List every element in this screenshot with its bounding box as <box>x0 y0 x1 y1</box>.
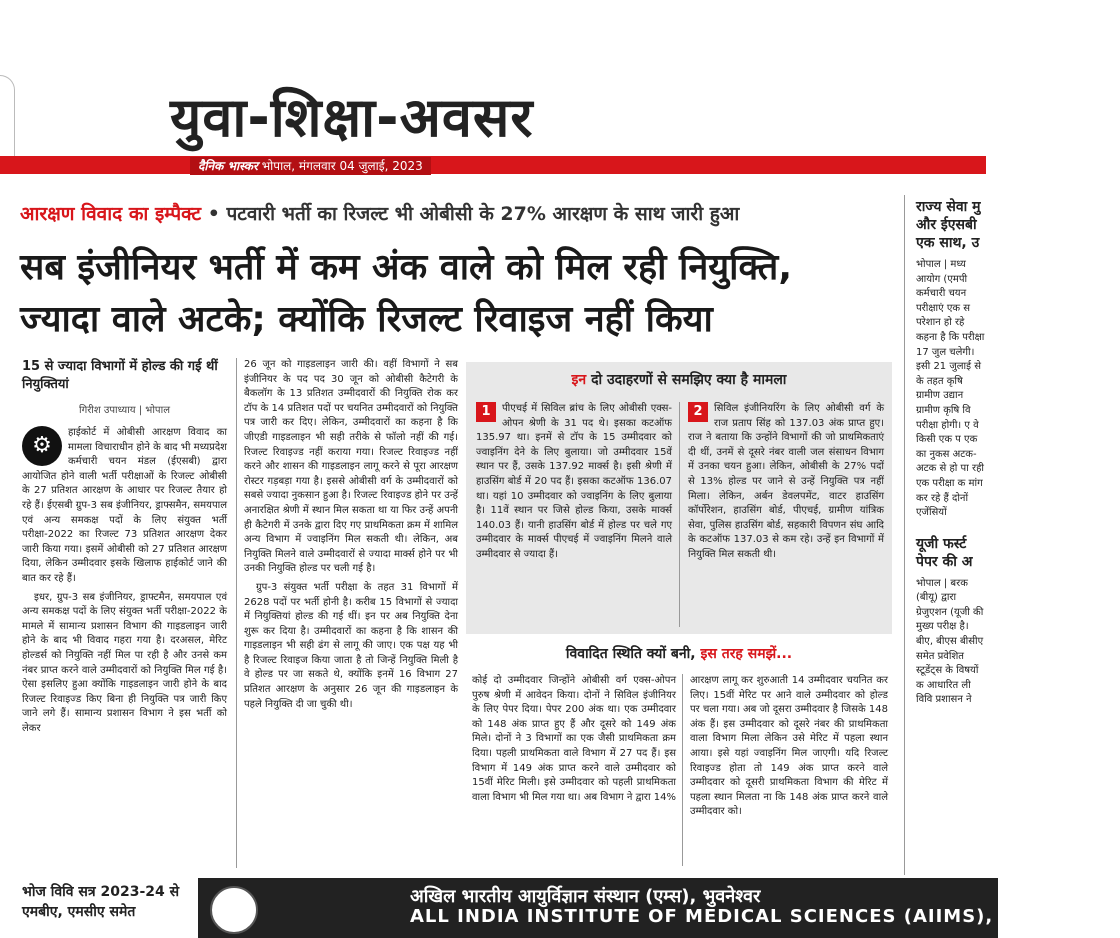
bottom-left-teaser: भोज विवि सत्र 2023-24 से एमबीए, एमसीए समेत <box>22 884 180 920</box>
kicker <box>20 200 739 226</box>
column-divider-1 <box>236 358 237 868</box>
dispute-right-text: आरक्षण लागू कर शुरुआती 14 उम्मीदवार चयनित कर लिए। 15वीं मेरिट पर आने वाले उम्मीदवार को होल्ड पर चला गया। अब जो दूसरा उम्मीदवार है जिसके 148 अंक हैं। इस उम्मीदवार को दूसरे नंबर की प्राथमिकता वाला विभाग मिला लेकिन उसे मेरिट में पहला स्थान आया। इसे यहां ज्वाइनिंग मिल जाएगी। यदि रिजल्ट रिवाइज्ड होता तो 149 अंक प्राप्त करने वाले उम्मीदवार को दूसरी प्राथमिकता विभाग की मेरिट में पहला स्थान मिलता ना कि 148 अंक प्राप्त करने वाले उम्मीदवार को। <box>690 675 888 818</box>
ad-line-hindi: अखिल भारतीय आयुर्विज्ञान संस्थान (एम्स), भुवनेश्वर <box>410 886 761 907</box>
column-1-subhead: 15 से ज्यादा विभागों में होल्ड की गई थीं नियुक्तियां <box>22 359 218 392</box>
examples-box-title <box>466 370 892 389</box>
examples-title-red: इन <box>571 372 587 388</box>
publication-name: दैनिक भास्कर <box>198 159 258 173</box>
headline-line-1: सब इंजीनियर भर्ती में कम अंक वाले को मिल रही नियुक्ति, <box>20 247 792 288</box>
headline-line-2: ज्यादा वाले अटके; क्योंकि रिजल्ट रिवाइज नहीं किया <box>20 299 713 340</box>
head-gears-icon: ⚙ <box>22 426 62 466</box>
example-2 <box>688 402 884 563</box>
section-masthead: युवा-शिक्षा-अवसर <box>170 86 534 149</box>
publication-dateline <box>190 157 431 175</box>
headline <box>20 242 900 346</box>
example-1 <box>476 402 672 563</box>
dispute-left-text: कोई दो उम्मीदवार जिन्होंने ओबीसी वर्ग एक्स-ओपन पुरुष श्रेणी में आवेदन किया। दोनों ने सिविल इंजीनियर के लिए पेपर दिया। पेपर 200 अंक था। एक उम्मीदवार को 148 अंक प्राप्त हुए हैं और दूसरे को 149 अंक मिले। दोनों ने 3 विभागों का एक जैसी प्राथमिकता क्रम दिया। पहली प्राथमिकता वाले विभाग में 27 पद हैं। इस विभाग में 149 अंक प्राप्त करने वाले उम्मीदवार को 15वीं मेरिट मिली। इसे उम्मीदवार को पहली प्राथमिकता वाला विभाग भी मिल गया था। अब विभाग ने द्वारा 14% <box>472 675 677 803</box>
ad-line-english: ALL INDIA INSTITUTE OF MEDICAL SCIENCES (AIIMS), BHUBANES <box>410 906 1120 927</box>
dispute-title-red: इस तरह समझें... <box>700 646 793 662</box>
examples-title-rest: दो उदाहरणों से समझिए क्या है मामला <box>586 372 787 388</box>
dispute-title-black: विवादित स्थिति क्यों बनी, <box>565 646 701 662</box>
column-2-paragraph-2: ग्रुप-3 संयुक्त भर्ती परीक्षा के तहत 31 विभागों में 2628 पदों पर भर्ती होनी है। करीब 15 विभागों से ज्यादा में नियुक्तियां होल्ड की गई थीं। इन पर अब नियुक्ति देना शुरू कर दिया है। उम्मीदवारों का कहना है कि शासन की गाइडलाइन भी सही ढंग से लागू की जाए। एक पक्ष यह भी है रिजल्ट रिवाइज किया जाता है तो जिन्हें नियुक्ति मिली है वे होल्ड पर जा सकते थे, क्योंकि इनमें 16 विभाग 27 प्रतिशत आरक्षण के अनुसार 26 जून की गाइडलाइन के पहले नियुक्ति दी जा चुकी थी। <box>244 581 458 710</box>
masthead-red-bar <box>0 156 986 174</box>
right-story-1-text: भोपाल | मध्य आयोग (एमपी कर्मचारी चयन परीक्षाएं एक स परेशान हो रहे कहना है कि परीक्षा 17 जुल चलेगी। इसी 21 जुलाई से के तहत कृषि ग्रामीण उद्यान ग्रामीण कृषि वि परीक्षा होगी। ए वे किसी एक प एक का नुकस अटक-अटक से हो पा रही एक परीक्षा क मांग कर रहे हैं दोनों एजेंसियों <box>916 259 985 519</box>
column-divider-right <box>904 195 905 875</box>
byline: गिरीश उपाध्याय | भोपाल <box>79 405 170 416</box>
column-1-paragraph-2: इधर, ग्रुप-3 सब इंजीनियर, ड्राफ्टमैन, समयपाल एवं अन्य समकक्ष पदों के लिए संयुक्त भर्ती परीक्षा-2022 के मामले में सामान्य प्रशासन विभाग की गाइडलाइन जारी होने के बाद भी विवाद गहरा गया है। दरअसल, मेरिट होल्डर्स को नियुक्ति नहीं मिल पा रही है और उनसे कम नंबर प्राप्त करने वाले उम्मीदवारों को नियुक्ति मिल गई है। ऐसा इसलिए हुआ क्योंकि गाइडलाइन जारी होने के बाद रिजल्ट रिवाइज्ड किए बिना ही नियुक्ति पत्र जारी किए जाने लगे हैं। सामान्य प्रशासन विभाग ने इस भर्ती को लेकर <box>22 591 227 734</box>
column-2 <box>244 358 458 712</box>
right-column <box>916 198 986 878</box>
examples-box <box>466 362 892 634</box>
example-2-number: 2 <box>688 402 708 422</box>
aiims-logo-icon <box>210 886 258 934</box>
dateline: भोपाल, मंगलवार 04 जुलाई, 2023 <box>261 159 423 173</box>
column-1-paragraph-1 <box>22 426 227 587</box>
dispute-title <box>466 644 892 663</box>
column-2-paragraph-1: 26 जून को गाइडलाइन जारी की। वहीं विभागों ने सब इंजीनियर के पद पद 30 जून को ओबीसी कैटेगरी के बैकलॉग के 13 प्रतिशत उम्मीदवारों की नियुक्ति रोक कर टॉप के 14 प्रतिशत पदों पर चयनित उम्मीदवारों को नियुक्ति पत्र जारी कर दिए। लेकिन, उम्मीदवारों का कहना है कि जीएडी गाइडलाइन भी सही तरीके से फॉलो नहीं की गई। रिजल्ट रिवाइज्ड नहीं कराया गया। रिजल्ट रिवाइज्ड नहीं करने और शासन की गाइडलाइन लागू करने से पूरा आरक्षण रोस्टर गड़बड़ा गया है। इससे ओबीसी वर्ग के उम्मीदवारों को सबसे ज्यादा नुकसान हुआ है। रिजल्ट रिवाइज्ड होने पर उन्हें अनारक्षित श्रेणी में स्थान मिल सकता था या फिर उन्हें अपनी ही कैटेगरी में उनके द्वारा दिए गए प्राथमिकता क्रम में शामिल अन्य विभाग में ज्वाइनिंग मिल सकती थी। लेकिन, अब नियुक्ति मिलने वाले उम्मीदवारों से ज्यादा मार्क्स होने पर भी उनकी नियुक्ति होल्ड पर चली गई है। <box>244 359 458 575</box>
kicker-rest: • पटवारी भर्ती का रिजल्ट भी ओबीसी के 27% आरक्षण के साथ जारी हुआ <box>201 203 740 225</box>
kicker-red: आरक्षण विवाद का इम्पैक्ट <box>20 203 202 225</box>
column-1-p1-text: हाईकोर्ट में ओबीसी आरक्षण विवाद का मामला विचाराधीन होने के बाद भी मध्यप्रदेश कर्मचारी चयन मंडल (ईएसबी) द्वारा आयोजित होने वाली भर्ती परीक्षाओं के रिजल्ट ओबीसी के 27 प्रतिशत आरक्षण के आधार पर रिजल्ट तैयार हो रहे हैं। ईएसबी ग्रुप-3 सब इंजीनियर, ड्राफ्समैन, समयपाल एवं अन्य समकक्ष पदों के लिए संयुक्त भर्ती परीक्षा-2022 का रिजल्ट 73 प्रतिशत आरक्षण देकर जारी किया गया। इसमें ओबीसी को 27 प्रतिशत आरक्षण दिया, लेकिन उम्मीदवार इसके खिलाफ हाईकोर्ट जाने की बात कर रहे हैं। <box>22 427 227 584</box>
right-story-1-title: राज्य सेवा मु और ईएसबी एक साथ, उ <box>916 199 981 251</box>
example-1-text: पीएचई में सिविल ब्रांच के लिए ओबीसी एक्स-ओपन श्रेणी के 31 पद थे। इसका कटऑफ 135.97 था। इनमें से टॉप के 15 उम्मीदवार को ज्वाइनिंग देने के लिए बुलाया। जो उम्मीदवार 15वें स्थान पर हैं, उसके 137.92 मार्क्स है। इसी श्रेणी में हाउसिंग बोर्ड में 20 पद हैं। इसका कटऑफ 136.07 था। यहां 10 उम्मीदवार को ज्वाइनिंग के लिए बुलाया है। 11वें स्थान पर जिसे होल्ड किया, उसके मार्क्स 140.03 हैं। यानी हाउसिंग बोर्ड में होल्ड पर चले गए उम्मीदवार के मार्क्स पीएचई में ज्वाइनिंग मिलने वाले उम्मीदवार से ज्यादा हैं। <box>476 403 672 560</box>
example-2-text: सिविल इंजीनियरिंग के लिए ओबीसी वर्ग के राज प्रताप सिंह को 137.03 अंक प्राप्त हुए। राज ने बताया कि उन्होंने विभागों की जो प्राथमिकताएं दी थीं, उनमें से दूसरे नंबर वाली जल संसाधन विभाग में उनका चयन हुआ। लेकिन, ओबीसी के 27% पदों से 13% होल्ड पर जाने से उन्हें नियुक्ति पत्र नहीं मिला। लेकिन, अर्बन डेवलपमेंट, वाटर हाउसिंग कॉर्पोरेशन, हाउसिंग बोर्ड, पीएचई, ग्रामीण यांत्रिक सेवा, पुलिस हाउसिंग बोर्ड, सहकारी विपणन संघ आदि के कटऑफ 137.03 से कम रहे। उन्हें इन विभागों में नियुक्ति मिल सकती थी। <box>688 403 884 560</box>
example-1-number: 1 <box>476 402 496 422</box>
dispute-section <box>466 644 892 872</box>
examples-divider <box>679 402 680 627</box>
dispute-divider <box>682 674 683 866</box>
right-story-2-text: भोपाल | बरक (बीयू) द्वारा ग्रेजुएशन (यूजी की मुख्य परीक्ष है। बीए, बीएस बीसीए समेत प्रवेशित स्टूडेंट्स के विषयों क आधारित ली विवि प्रशासन ने <box>916 577 984 706</box>
right-story-2-title: यूजी फर्स्ट पेपर की अ <box>916 535 973 570</box>
column-1 <box>22 358 227 736</box>
